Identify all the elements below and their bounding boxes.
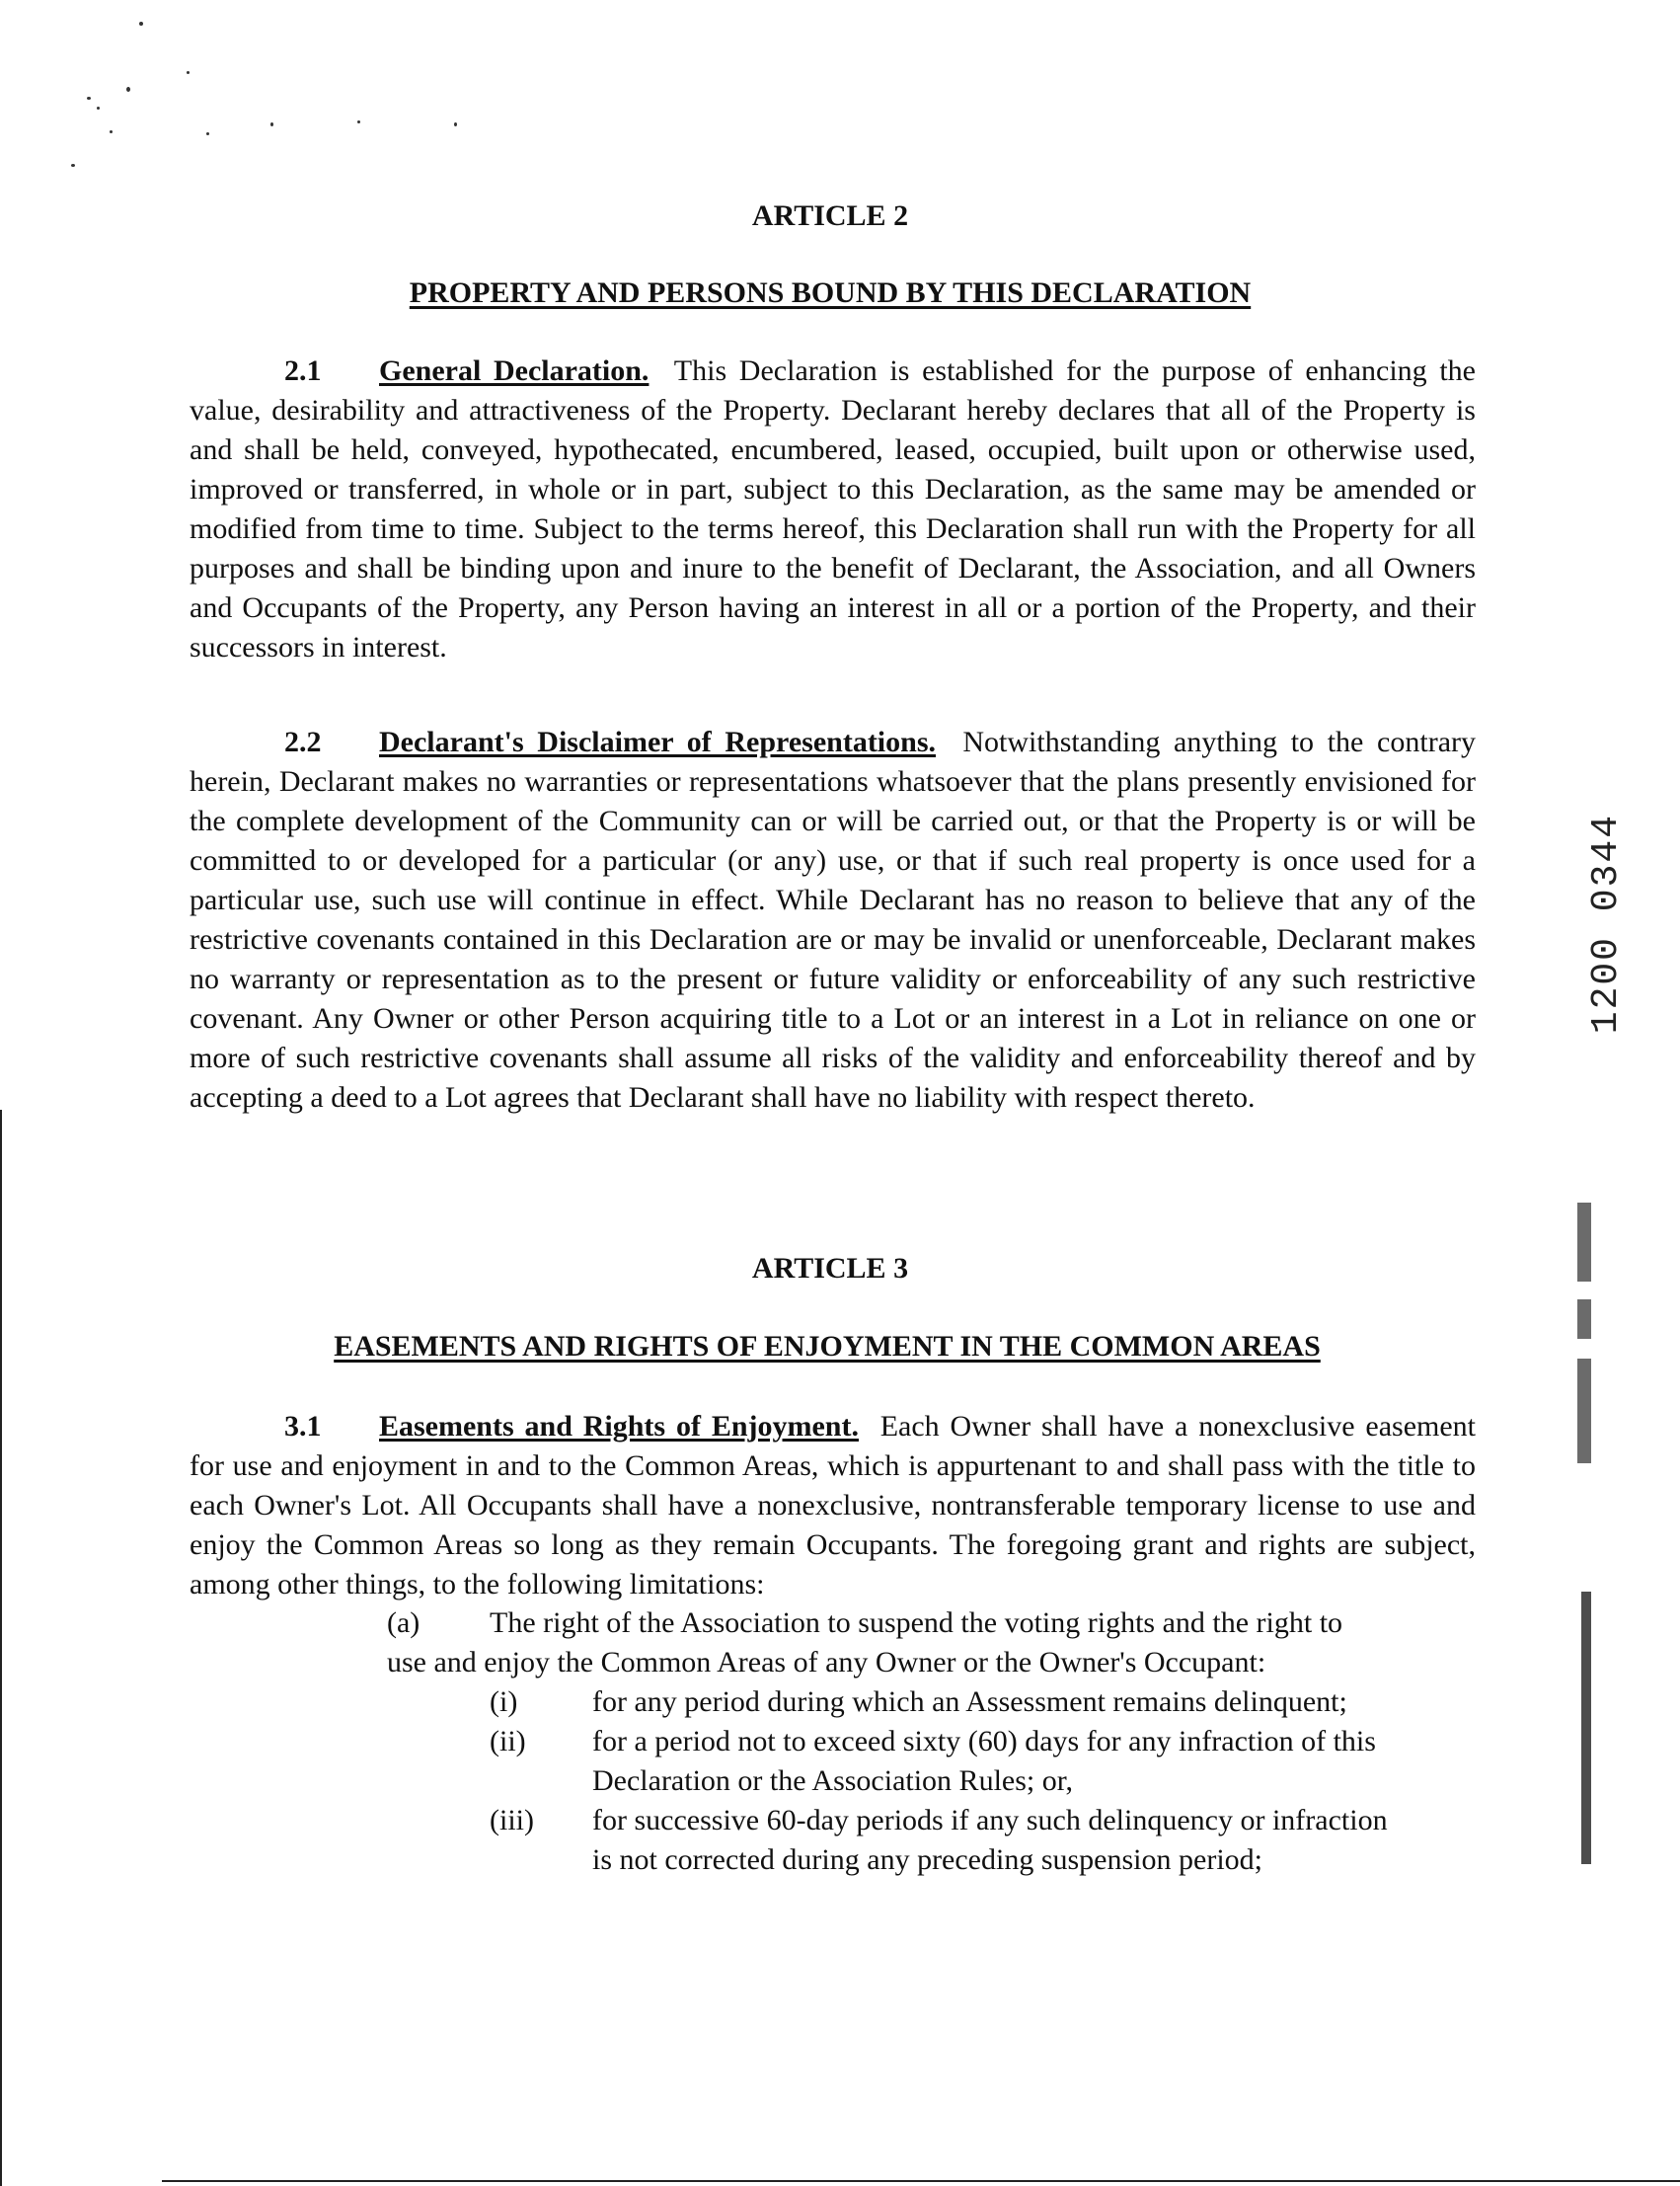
item-label: (i) bbox=[490, 1685, 518, 1718]
section-number: 2.1 bbox=[284, 354, 322, 387]
item-text-line2: use and enjoy the Common Areas of any Owner or the Owner's Occupant: bbox=[387, 1646, 1266, 1679]
section-3-1 bbox=[190, 1407, 1476, 1604]
section-2-1 bbox=[190, 351, 1476, 707]
recording-number-stamp: 1200 0344 bbox=[1585, 814, 1628, 1035]
section-heading: General Declaration. bbox=[379, 354, 649, 387]
item-text-line1: The right of the Association to suspend the voting rights and the right to bbox=[490, 1606, 1343, 1639]
sub-item-ii bbox=[490, 1722, 1477, 1801]
sub-item-iii bbox=[490, 1801, 1477, 1880]
item-text-line2: Declaration or the Association Rules; or, bbox=[592, 1764, 1074, 1797]
scan-speck bbox=[71, 164, 75, 167]
scan-speck bbox=[126, 87, 130, 92]
item-label: (iii) bbox=[490, 1804, 534, 1836]
item-text-line1: for successive 60-day periods if any such delinquency or infraction bbox=[592, 1804, 1388, 1836]
scan-speck bbox=[110, 130, 113, 133]
item-text-line1: for any period during which an Assessment remains delinquent; bbox=[592, 1685, 1347, 1718]
section-heading: Declarant's Disclaimer of Representations. bbox=[379, 726, 937, 758]
article-3-heading: ARTICLE 3 bbox=[751, 1252, 909, 1285]
margin-smudge bbox=[1577, 1203, 1591, 1282]
sub-item-i bbox=[490, 1682, 1477, 1722]
scan-speck bbox=[357, 120, 360, 123]
scan-speck bbox=[270, 122, 273, 126]
section-heading: Easements and Rights of Enjoyment. bbox=[379, 1410, 859, 1443]
section-2-2 bbox=[190, 723, 1476, 1197]
scan-speck bbox=[187, 71, 190, 74]
section-text: Notwithstanding anything to the contrary herein, Declarant makes no warranties or representations whatsoever that the plans presently envisioned for the complete development of the Community can or will be carried out, or that the Property is or will be committed to or developed for a particular (or any) use, or that if such real property is once used for a particular use, such use will continue in effect. While Declarant has no reason to believe that any of the restrictive covenants contained in this Declaration are or may be invalid or unenforceable, Declarant makes no warranty or representation as to the present or future validity or enforceability of any such restrictive covenant. Any Owner or other Person acquiring title to a Lot or an interest in a Lot in reliance on one or more of such restrictive covenants shall assume all risks of the validity and enforceability thereof and by accepting a deed to a Lot agrees that Declarant shall have no liability with respect thereto. bbox=[190, 726, 1477, 1114]
section-text: Each Owner shall have a nonexclusive easement for use and enjoyment in and to the Common Areas, which is appurtenant to and shall pass with the title to each Owner's Lot. All Occupants shall have a nonexclusive, nontransferable temporary license to use and enjoy the Common Areas so long as they remain Occupants. The foregoing grant and rights are subject, among other things, to the following limitations: bbox=[190, 1410, 1476, 1600]
article-2-title: PROPERTY AND PERSONS BOUND BY THIS DECLARATION bbox=[409, 276, 1252, 309]
item-text-line1: for a period not to exceed sixty (60) days for any infraction of this bbox=[592, 1725, 1376, 1757]
scan-edge-left bbox=[0, 1110, 2, 2186]
article-3-title: EASEMENTS AND RIGHTS OF ENJOYMENT IN THE COMMON AREAS bbox=[334, 1330, 1321, 1363]
scan-speck bbox=[454, 122, 457, 126]
scan-speck bbox=[139, 22, 143, 26]
article-2-heading: ARTICLE 2 bbox=[751, 199, 909, 232]
item-label: (a) bbox=[387, 1606, 420, 1639]
margin-smudge bbox=[1581, 1592, 1591, 1864]
section-number: 3.1 bbox=[284, 1410, 322, 1443]
section-number: 2.2 bbox=[284, 726, 322, 758]
scan-edge-bottom bbox=[162, 2180, 1680, 2182]
item-text-line2: is not corrected during any preceding suspension period; bbox=[592, 1843, 1262, 1876]
list-item-a bbox=[387, 1603, 1483, 1682]
margin-smudge bbox=[1577, 1299, 1591, 1339]
item-label: (ii) bbox=[490, 1725, 526, 1757]
scan-speck bbox=[87, 97, 91, 100]
margin-smudge bbox=[1577, 1359, 1591, 1463]
scan-speck bbox=[97, 107, 100, 110]
scan-speck bbox=[206, 132, 209, 135]
section-text: This Declaration is established for the purpose of enhancing the value, desirability and attractiveness of the Property. Declarant hereby declares that all of the Property is and shall be held, conveyed, hypothecated, encumbered, leased, occupied, built upon or otherwise used, improved or transferred, in whole or in part, subject to this Declaration, as the same may be amended or modified from time to time. Subject to the terms hereof, this Declaration shall run with the Property for all purposes and shall be binding upon and inure to the benefit of Declarant, the Association, and all Owners and Occupants of the Property, any Person having an interest in all or a portion of the Property, and their successors in interest. bbox=[190, 354, 1476, 664]
